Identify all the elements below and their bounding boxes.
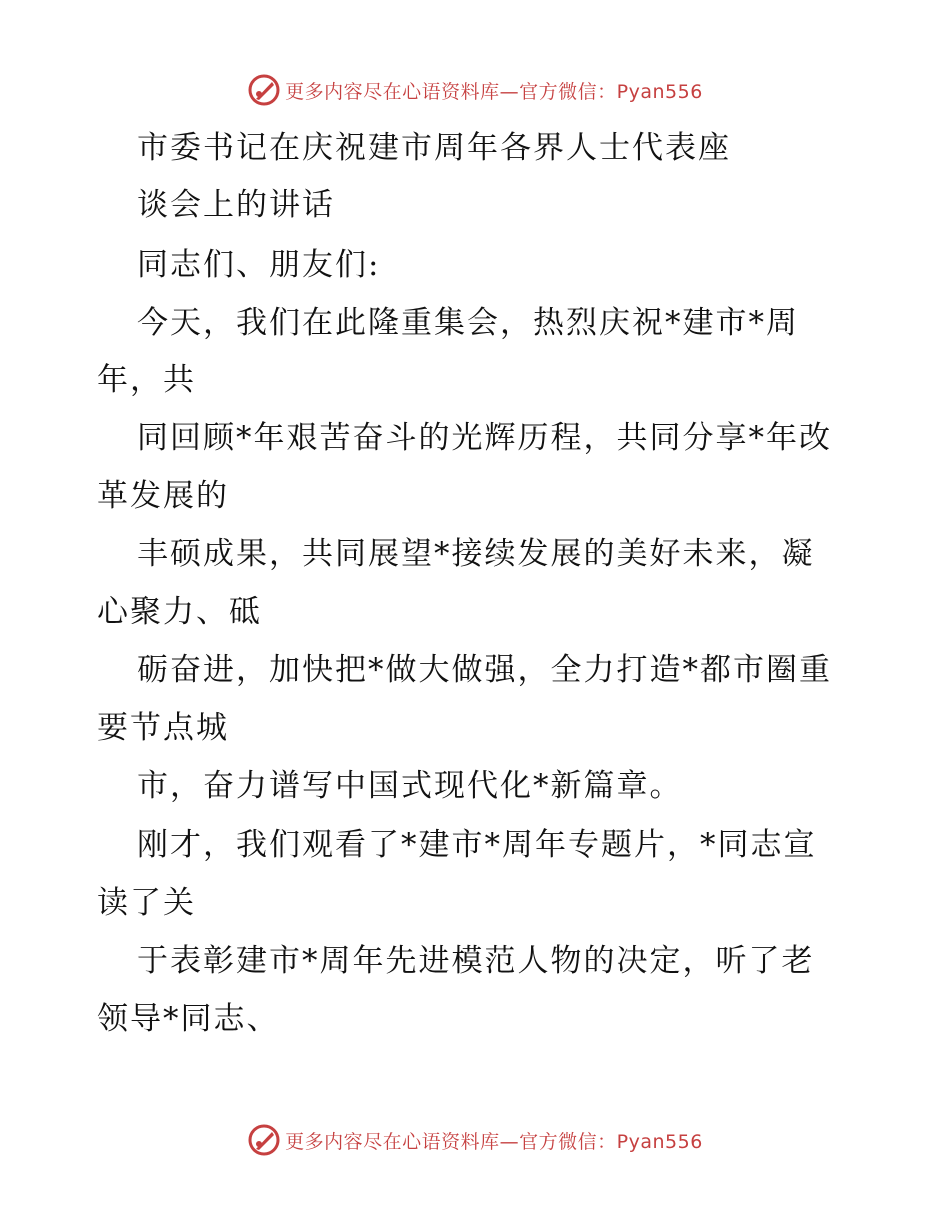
quill-seal-icon (247, 1123, 281, 1157)
watermark-banner-top (0, 70, 950, 110)
text-line: 革发展的 (97, 478, 229, 514)
text-line: 今天，我们在此隆重集会，热烈庆祝*建市*周 (137, 305, 799, 341)
text-line: 心聚力、砥 (97, 594, 262, 630)
watermark-text: 更多内容尽在心语资料库—官方微信：Pyan556 (285, 80, 703, 103)
text-line: 年，共 (97, 362, 196, 398)
text-line: 读了关 (97, 885, 196, 921)
watermark-text: 更多内容尽在心语资料库—官方微信：Pyan556 (285, 1130, 703, 1153)
title-line-2: 谈会上的讲话 (137, 187, 335, 223)
salutation: 同志们、朋友们: (137, 247, 381, 283)
text-line: 要节点城 (97, 710, 229, 746)
text-line: 丰硕成果，共同展望*接续发展的美好未来，凝 (137, 536, 815, 572)
text-line: 同回顾*年艰苦奋斗的光辉历程，共同分享*年改 (137, 420, 832, 456)
text-line: 刚才，我们观看了*建市*周年专题片，*同志宣 (137, 827, 817, 863)
quill-seal-icon (247, 73, 281, 107)
text-line: 市，奋力谱写中国式现代化*新篇章。 (137, 768, 683, 804)
text-line: 领导*同志、 (97, 1001, 280, 1037)
title-line-1: 市委书记在庆祝建市周年各界人士代表座 (137, 130, 731, 166)
text-line: 于表彰建市*周年先进模范人物的决定，听了老 (137, 943, 815, 979)
text-line: 砺奋进，加快把*做大做强，全力打造*都市圈重 (137, 652, 832, 688)
watermark-banner-bottom (0, 1120, 950, 1160)
